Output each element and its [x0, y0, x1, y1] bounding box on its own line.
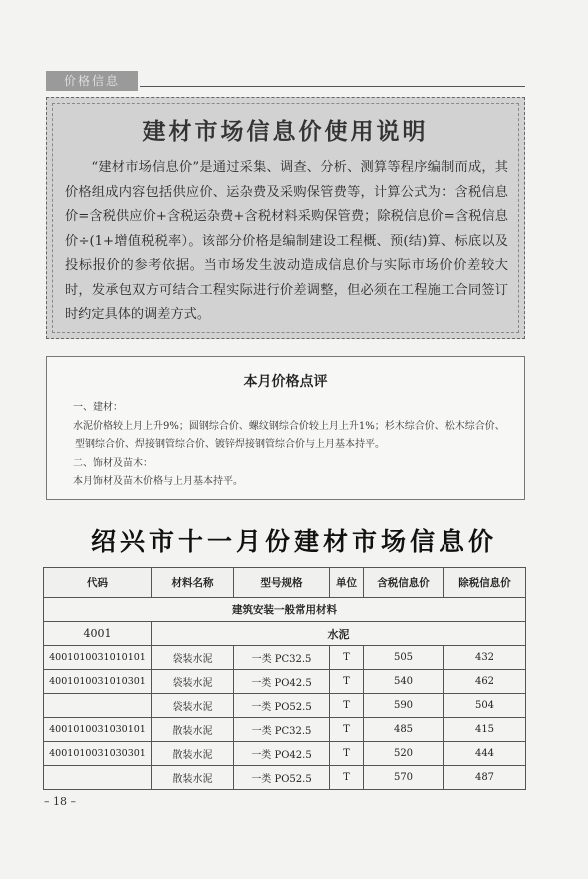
cell-unit: T — [330, 742, 364, 766]
table-row — [44, 694, 526, 718]
cell-spec: 一类 PO52.5 — [234, 694, 330, 718]
cell-name: 袋装水泥 — [152, 646, 234, 670]
cell-spec: 一类 PO42.5 — [234, 742, 330, 766]
cell-spec: 一类 PO42.5 — [234, 670, 330, 694]
cell-net-price: 462 — [444, 670, 526, 694]
header-code: 代码 — [44, 568, 152, 598]
category-label: 建筑安装一般常用材料 — [44, 598, 526, 622]
cell-net-price: 444 — [444, 742, 526, 766]
cell-net-price: 432 — [444, 646, 526, 670]
cell-unit: T — [330, 694, 364, 718]
group-code: 4001 — [44, 622, 152, 646]
cell-name: 袋装水泥 — [152, 694, 234, 718]
cell-name: 袋装水泥 — [152, 670, 234, 694]
cell-name: 散装水泥 — [152, 718, 234, 742]
table-row — [44, 742, 526, 766]
review-line-5: 本月饰材及苗木价格与上月基本持平。 — [73, 476, 243, 487]
cell-name: 散装水泥 — [152, 742, 234, 766]
review-line-4: 二、饰材及苗木： — [73, 457, 153, 469]
main-title: 绍兴市十一月份建材市场信息价 — [90, 527, 497, 556]
review-title: 本月价格点评 — [243, 374, 328, 390]
cell-code: 4001010031030301 — [44, 742, 152, 766]
group-row — [44, 622, 526, 646]
section-tag: 价格信息 — [46, 71, 138, 91]
table-row — [44, 646, 526, 670]
cell-unit: T — [330, 718, 364, 742]
intro-body: “建材市场信息价”是通过采集、调查、分析、测算等程序编制而成，其价格组成内容包括供应价、运杂费及采购保管费等，计算公式为：含税信息价=含税供应价+含税运杂费+含税材料采购保管费；除税信息价=含税信息价÷(1+增值税税率）。该部分价格是编制建设工程概、预(结)算、标底以及投标报价的参考依据。当市场发生波动造成信息价与实际市场价价差较大时，发承包双方可结合工程实际进行价差调整，但必须在工程施工合同签订时约定具体的调差方式。 — [65, 160, 508, 322]
cell-spec: 一类 PO52.5 — [234, 766, 330, 790]
cell-tax-price: 505 — [364, 646, 444, 670]
cell-unit: T — [330, 646, 364, 670]
cell-tax-price: 520 — [364, 742, 444, 766]
cell-code: 4001010031010301 — [44, 670, 152, 694]
cell-spec: 一类 PC32.5 — [234, 718, 330, 742]
cell-spec: 一类 PC32.5 — [234, 646, 330, 670]
review-body — [73, 399, 518, 492]
cell-code: 4001010031030101 — [44, 718, 152, 742]
cell-unit: T — [330, 670, 364, 694]
review-line-3: 型钢综合价、焊接钢管综合价、镀锌焊接钢管综合价与上月基本持平。 — [75, 439, 385, 450]
table-row — [44, 670, 526, 694]
cell-tax-price: 590 — [364, 694, 444, 718]
cell-code — [44, 694, 152, 718]
cell-net-price: 504 — [444, 694, 526, 718]
review-line-2: 水泥价格较上月上升9%；圆钢综合价、螺纹钢综合价较上月上升1%；杉木综合价、松木综合价、 — [73, 420, 505, 432]
header-spec: 型号规格 — [234, 568, 330, 598]
price-table — [43, 567, 526, 790]
cell-tax-price: 540 — [364, 670, 444, 694]
cell-tax-price: 485 — [364, 718, 444, 742]
cell-tax-price: 570 — [364, 766, 444, 790]
group-name: 水泥 — [152, 622, 526, 646]
cell-net-price: 415 — [444, 718, 526, 742]
cell-code: 4001010031010101 — [44, 646, 152, 670]
header-material-name: 材料名称 — [152, 568, 234, 598]
table-row — [44, 718, 526, 742]
header-net-price: 除税信息价 — [444, 568, 526, 598]
cell-unit: T — [330, 766, 364, 790]
cell-net-price: 487 — [444, 766, 526, 790]
page-number: – 18 – — [44, 795, 76, 808]
header-rule — [140, 86, 525, 87]
review-line-1: 一、建材： — [73, 402, 123, 413]
cell-name: 散装水泥 — [152, 766, 234, 790]
header-unit: 单位 — [330, 568, 364, 598]
header-tax-price: 含税信息价 — [364, 568, 444, 598]
intro-box — [46, 97, 525, 339]
category-row — [44, 598, 526, 622]
intro-title: 建材市场信息价使用说明 — [142, 119, 429, 145]
monthly-review-box — [46, 356, 525, 500]
cell-code — [44, 766, 152, 790]
table-header-row — [44, 568, 526, 598]
table-row — [44, 766, 526, 790]
